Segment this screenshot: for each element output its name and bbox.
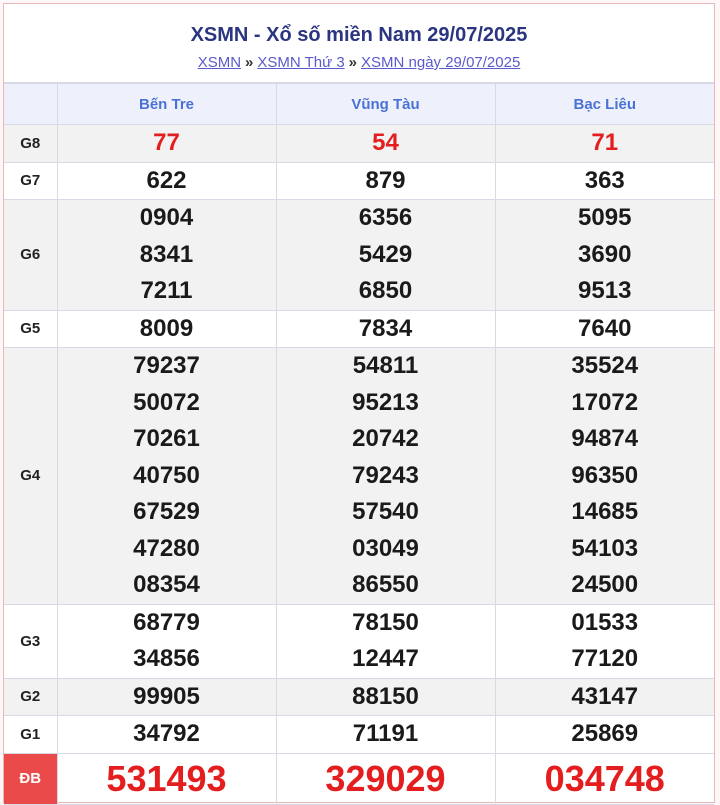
prize-cell: [276, 200, 495, 311]
breadcrumb-link-date[interactable]: XSMN ngày 29/07/2025: [361, 54, 521, 71]
prize-label: G1: [4, 716, 57, 754]
prize-cell: [495, 716, 714, 754]
prize-number: 71191: [352, 720, 419, 747]
special-prize-number: 329029: [325, 757, 446, 799]
prize-number: 77120: [571, 645, 639, 672]
prize-number: 7211: [140, 277, 193, 304]
prize-label: G7: [4, 162, 57, 200]
breadcrumb-separator: »: [348, 54, 358, 71]
prize-number: 0904: [139, 204, 194, 231]
prize-number: 01533: [571, 608, 639, 636]
special-prize-number: 034748: [544, 757, 665, 799]
prize-cell: [276, 162, 495, 200]
prize-cell: [495, 753, 714, 804]
prize-row-g6: [4, 200, 714, 311]
prize-number: 35524: [571, 352, 639, 379]
prize-cell: [276, 678, 495, 716]
prize-number: 12447: [352, 645, 419, 672]
prize-cell: [57, 310, 276, 348]
prize-number: 47280: [133, 534, 200, 562]
prize-number: 34792: [133, 720, 200, 747]
breadcrumb-link-xsmn[interactable]: XSMN: [197, 54, 242, 71]
prize-cell: [57, 604, 276, 678]
breadcrumb: [4, 54, 714, 72]
breadcrumb-link-weekday[interactable]: XSMN Thứ 3: [257, 54, 345, 71]
prize-cell: [57, 125, 276, 163]
prize-row-db: [4, 753, 714, 804]
prize-number: 79237: [133, 352, 200, 379]
prize-cell: [495, 310, 714, 348]
prize-label: G5: [4, 310, 57, 348]
prize-label: G2: [4, 678, 57, 716]
province-name[interactable]: Bạc Liêu: [495, 84, 714, 125]
province-header-row: [4, 84, 714, 125]
prize-number: 7640: [578, 314, 632, 342]
results-header: [4, 4, 714, 83]
prize-cell: [57, 753, 276, 804]
prize-row-g3: [4, 604, 714, 678]
prize-number: 43147: [571, 682, 639, 710]
prize-number: 71: [591, 129, 619, 156]
prize-cell: [57, 348, 276, 605]
prize-label: ĐB: [4, 753, 57, 804]
prize-number: 3690: [578, 240, 632, 268]
prize-number: 8341: [139, 240, 194, 268]
prize-number: 94874: [571, 425, 639, 452]
prize-number: 50072: [133, 388, 200, 416]
prize-number: 17072: [571, 388, 639, 416]
prize-number: 8009: [139, 314, 194, 342]
prize-number: 86550: [352, 571, 419, 598]
prize-number: 54: [372, 129, 399, 156]
province-name[interactable]: Bến Tre: [57, 84, 276, 125]
prize-cell: [57, 716, 276, 754]
breadcrumb-separator: »: [245, 54, 254, 71]
prize-number: 95213: [352, 388, 419, 416]
prize-cell: [495, 678, 714, 716]
prize-cell: [495, 200, 714, 311]
prize-number: 622: [146, 166, 187, 194]
prize-number: 54811: [352, 352, 419, 379]
prize-number: 6850: [358, 277, 413, 304]
prize-label: G3: [4, 604, 57, 678]
corner-cell: [4, 84, 57, 125]
prize-number: 6356: [358, 204, 413, 231]
prize-number: 879: [365, 166, 406, 194]
prize-label: G4: [4, 348, 57, 605]
prize-cell: [495, 162, 714, 200]
prize-number: 96350: [571, 461, 639, 489]
prize-cell: [57, 678, 276, 716]
prize-row-g4: [4, 348, 714, 605]
prize-cell: [276, 125, 495, 163]
prize-number: 14685: [571, 498, 639, 525]
prize-number: 34856: [133, 645, 200, 672]
prize-number: 08354: [133, 571, 200, 598]
results-table: [4, 83, 714, 805]
prize-number: 68779: [133, 608, 200, 636]
prize-number: 99905: [133, 682, 200, 710]
prize-number: 363: [584, 166, 625, 194]
prize-number: 9513: [578, 277, 632, 304]
prize-cell: [57, 162, 276, 200]
province-name[interactable]: Vũng Tàu: [276, 84, 495, 125]
prize-number: 03049: [352, 534, 419, 562]
prize-number: 77: [153, 129, 180, 156]
prize-cell: [495, 604, 714, 678]
prize-cell: [276, 753, 495, 804]
prize-label: G6: [4, 200, 57, 311]
prize-number: 67529: [133, 498, 200, 525]
prize-row-g2: [4, 678, 714, 716]
prize-number: 24500: [571, 571, 639, 598]
prize-number: 78150: [352, 608, 419, 636]
prize-cell: [57, 200, 276, 311]
prize-number: 7834: [358, 314, 413, 342]
prize-row-g8: [4, 125, 714, 163]
prize-number: 40750: [133, 461, 200, 489]
special-prize-number: 531493: [106, 757, 227, 799]
prize-cell: [495, 125, 714, 163]
prize-row-g7: [4, 162, 714, 200]
prize-number: 88150: [352, 682, 419, 710]
prize-number: 25869: [571, 720, 639, 747]
results-card: [3, 3, 715, 803]
prize-cell: [276, 604, 495, 678]
prize-row-g1: [4, 716, 714, 754]
prize-cell: [276, 310, 495, 348]
prize-number: 5429: [358, 240, 413, 268]
prize-label: G8: [4, 125, 57, 163]
prize-number: 5095: [578, 204, 632, 231]
prize-number: 54103: [571, 534, 639, 562]
prize-row-g5: [4, 310, 714, 348]
prize-number: 70261: [133, 425, 200, 452]
prize-cell: [276, 716, 495, 754]
prize-number: 57540: [352, 498, 419, 525]
prize-number: 79243: [352, 461, 419, 489]
prize-cell: [276, 348, 495, 605]
prize-number: 20742: [352, 425, 419, 452]
page-title: XSMN - Xổ số miền Nam 29/07/2025: [190, 24, 528, 46]
prize-cell: [495, 348, 714, 605]
